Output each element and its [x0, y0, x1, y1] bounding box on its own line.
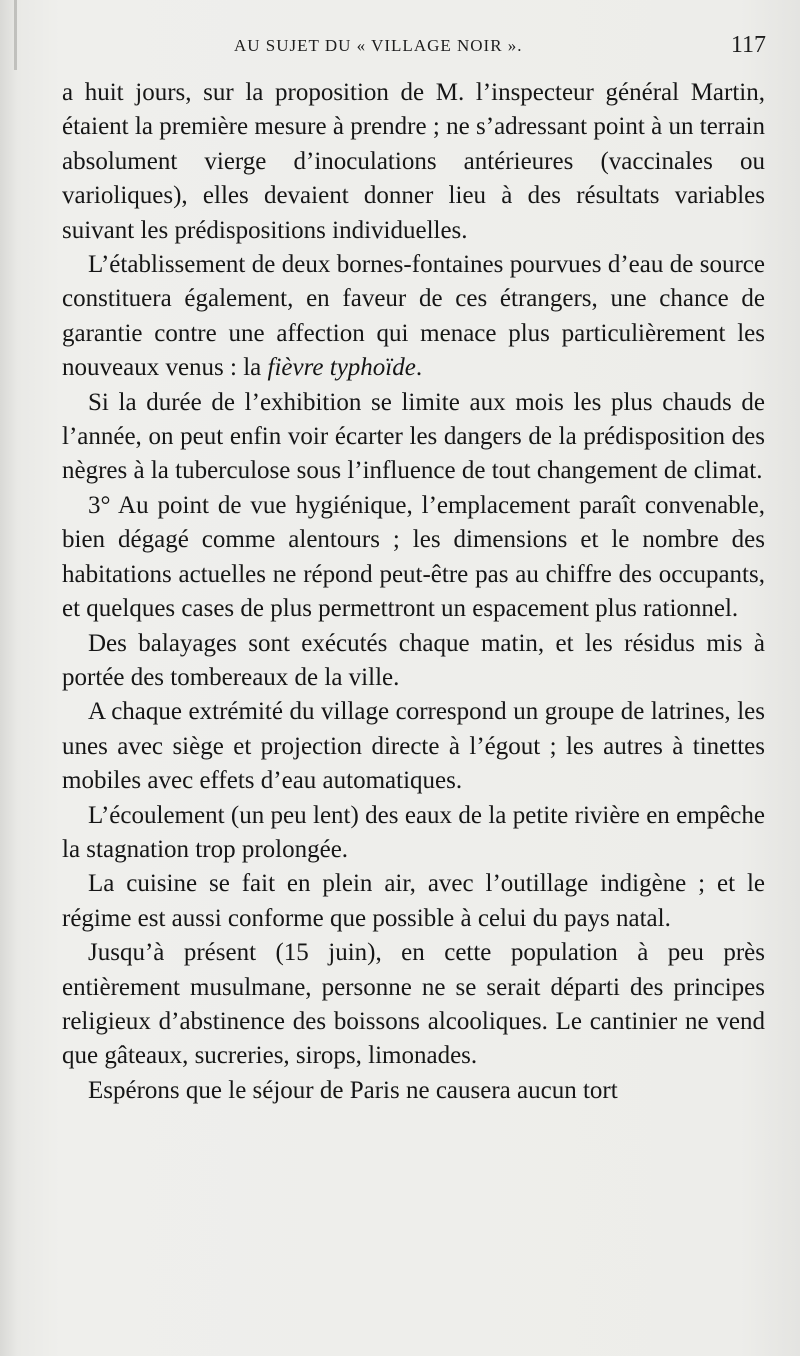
paragraph-9: Jusqu’à présent (15 juin), en cette population à peu près entièrement musulmane, personne ne se serait départi des principes religieux d’abstinence des boissons alcooliques. Le cantinier ne vend que gâteaux, sucreries, sirops, limonades.: [62, 939, 765, 1070]
body-text: [62, 76, 765, 1108]
paragraph-2: [62, 248, 765, 386]
italic-term: fièvre typhoïde: [267, 354, 416, 382]
paragraph-6: A chaque extrémité du village correspond un groupe de latrines, les unes avec siège et projection directe à l’égout ; les autres à tinettes mobiles avec effets d’eau automatiques.: [62, 698, 765, 795]
paragraph-3: Si la durée de l’exhibition se limite aux mois les plus chauds de l’année, on peut enfin voir écarter les dangers de la prédisposition des nègres à la tuberculose sous l’influence de tout changement de climat.: [62, 388, 765, 485]
paragraph-7: L’écoulement (un peu lent) des eaux de la petite rivière en empêche la stagnation trop prolongée.: [62, 801, 765, 863]
paragraph-10: Espérons que le séjour de Paris ne causera aucun tort: [88, 1076, 618, 1104]
page-edge-shadow: [14, 0, 17, 70]
page-header: [62, 32, 766, 66]
paragraph-2-end: .: [415, 354, 423, 382]
page-number: 117: [730, 32, 766, 58]
paragraph-1: a huit jours, sur la proposition de M. l’inspecteur général Martin, étaient la première mesure à prendre ; ne s’adressant point à un terrain absolument vierge d’inoculations antérieures (vaccinales ou varioliques), elles devaient donner lieu à des résultats variables suivant les prédispositions individuelles.: [62, 79, 765, 244]
running-head: AU SUJET DU « VILLAGE NOIR ».: [234, 36, 523, 55]
paragraph-8: La cuisine se fait en plein air, avec l’outillage indigène ; et le régime est aussi conforme que possible à celui du pays natal.: [62, 870, 765, 932]
paragraph-5: Des balayages sont exécutés chaque matin, et les résidus mis à portée des tombereaux de la ville.: [62, 629, 765, 691]
paragraph-4: 3° Au point de vue hygiénique, l’emplacement paraît convenable, bien dégagé comme alentours ; les dimensions et le nombre des habitations actuelles ne répond peut-être pas au chiffre des occupants, et quelques cases de plus permettront un espacement plus rationnel.: [62, 491, 765, 623]
paragraph-2-text: L’établissement de deux bornes-fontaines pourvues d’eau de source constituera également, en faveur de ces étrangers, une chance de garantie contre une affection qui menace plus particulièrement les nouveaux venus : la: [62, 251, 765, 382]
